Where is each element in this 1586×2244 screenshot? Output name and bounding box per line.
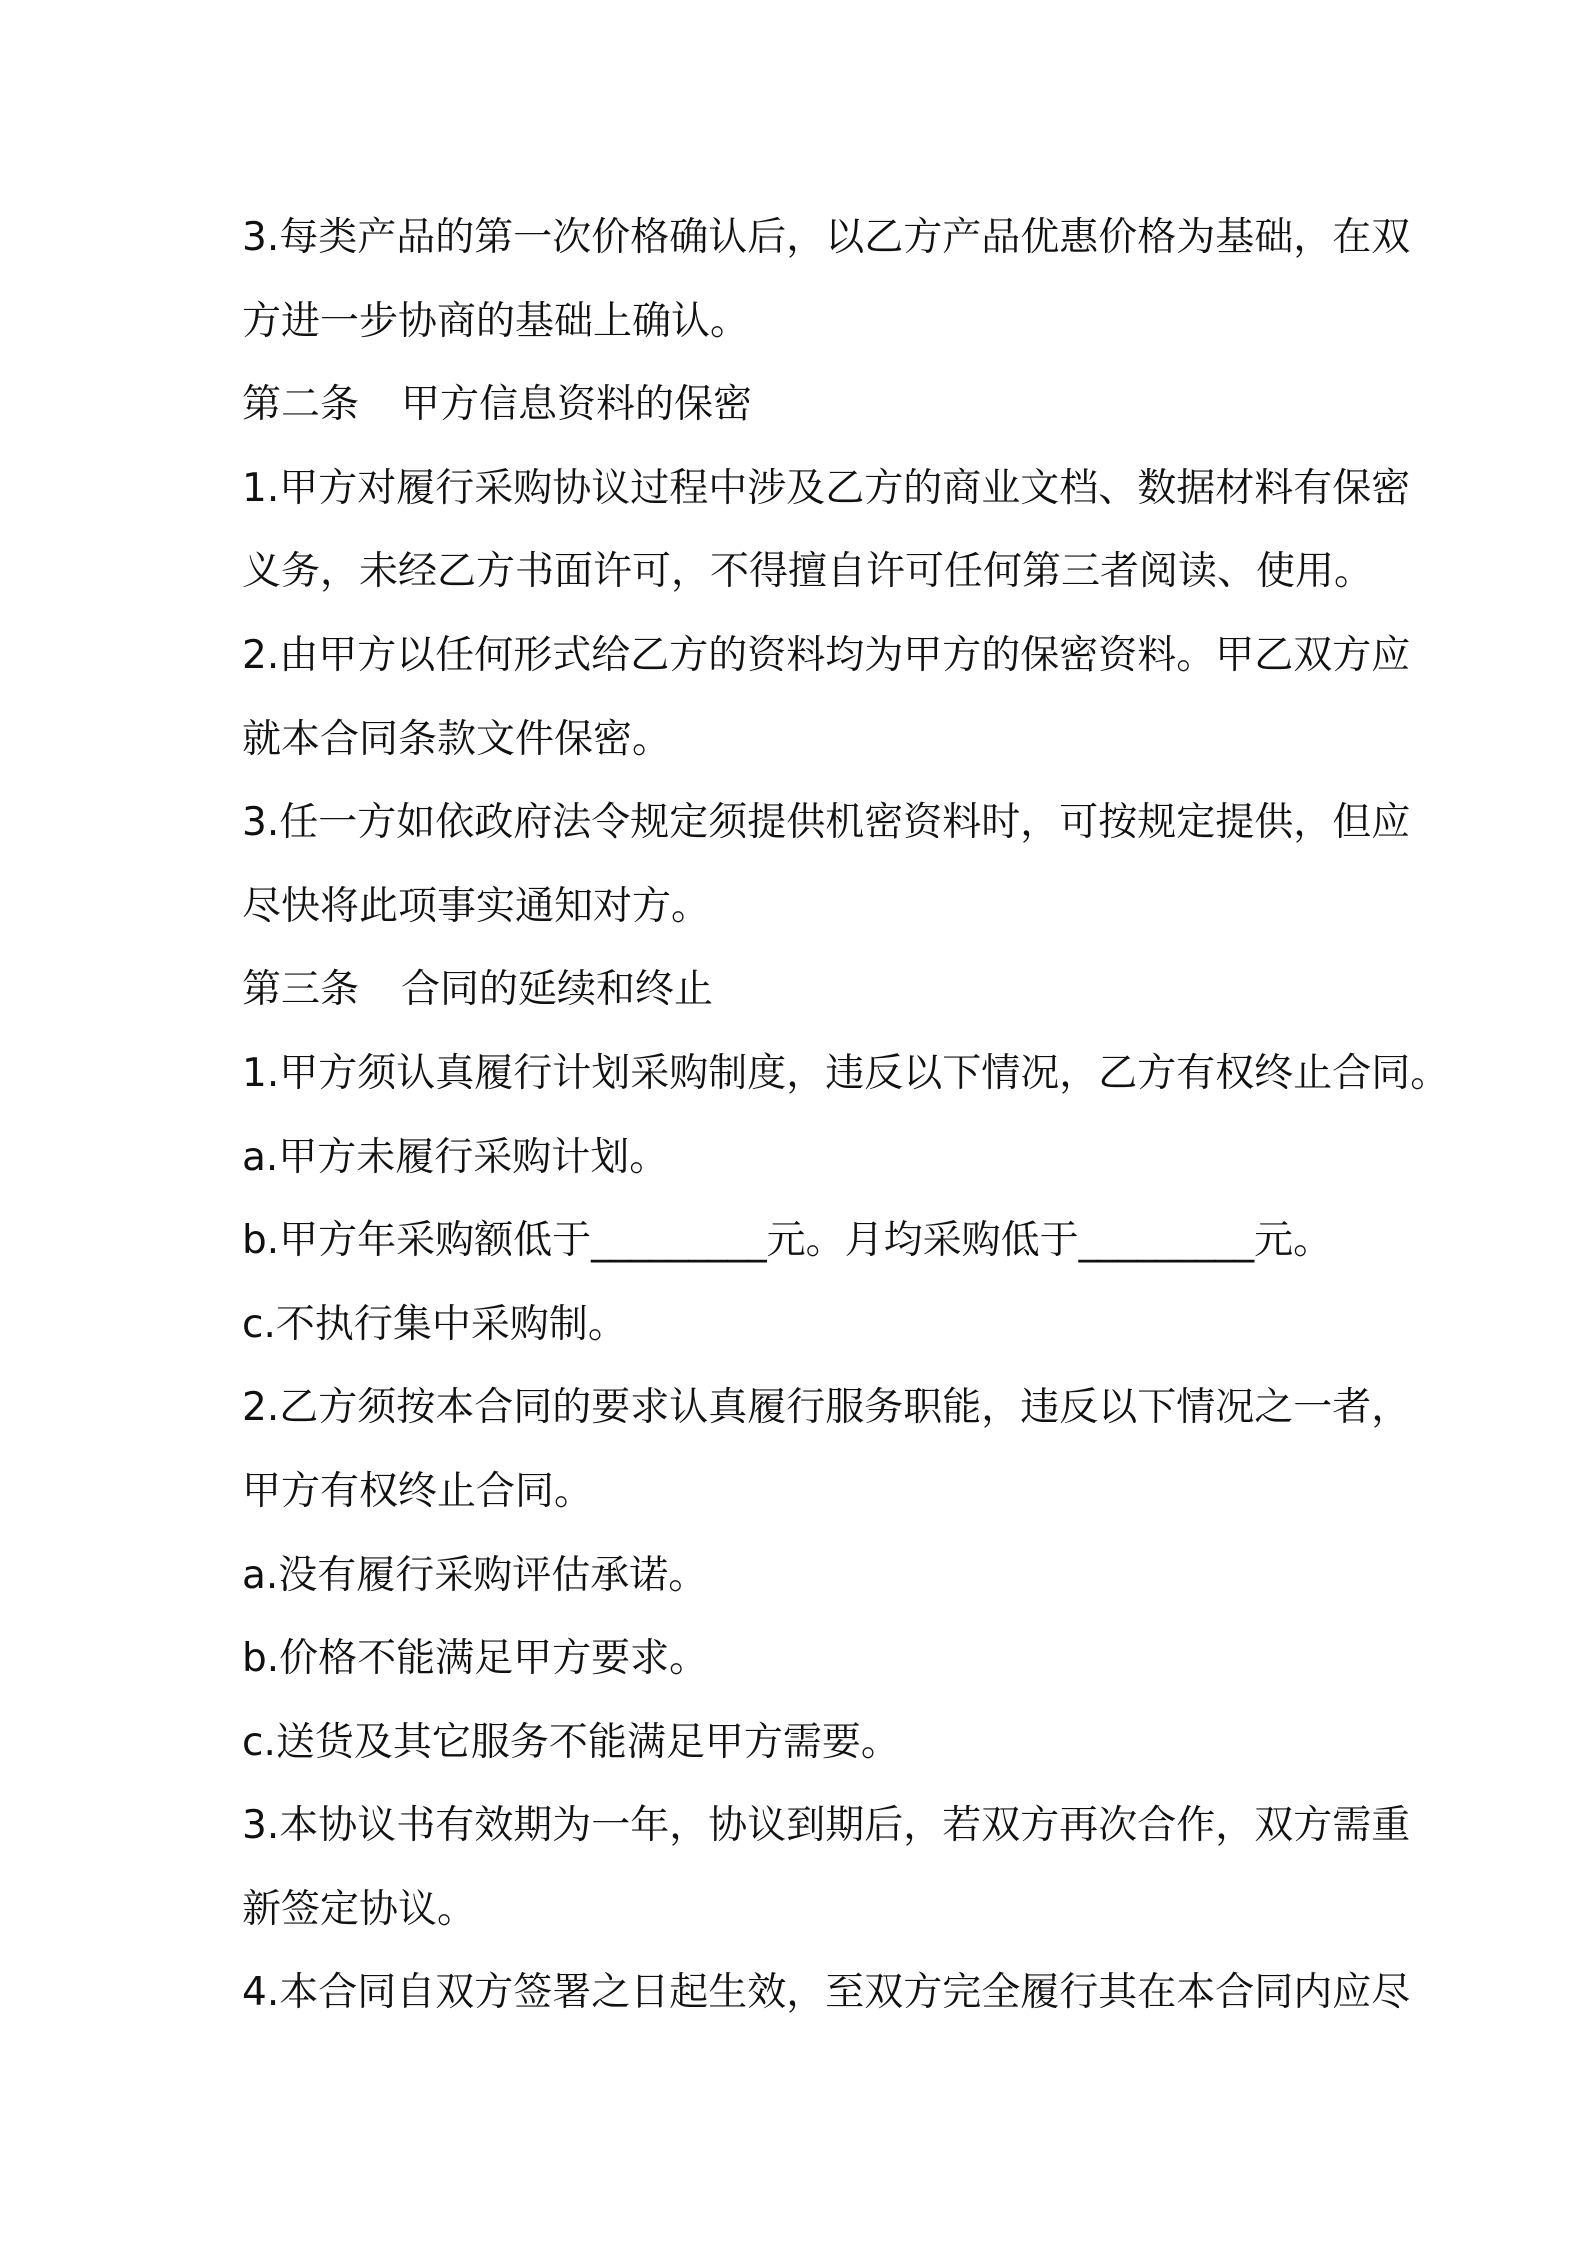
paragraph-line: 尽快将此项事实通知对方。 (242, 883, 711, 929)
paragraph-line: 3.本协议书有效期为一年，协议到期后，若双方再次合作，双方需重 (242, 1803, 1411, 1849)
paragraph-line: 甲方有权终止合同。 (242, 1468, 594, 1514)
paragraph-line: 3.每类产品的第一次价格确认后，以乙方产品优惠价格为基础，在双 (242, 215, 1411, 260)
paragraph-line: 4.本合同自双方签署之日起生效，至双方完全履行其在本合同内应尽 (242, 1970, 1411, 2016)
paragraph-line: 方进一步协商的基础上确认。 (242, 298, 750, 344)
article-heading (242, 363, 1357, 447)
article-title: 甲方信息资料的保密 (401, 382, 753, 428)
paragraph-line: a.甲方未履行采购计划。 (242, 1134, 669, 1180)
article-title: 合同的延续和终止 (401, 967, 714, 1013)
paragraph-line: 新签定协议。 (242, 1886, 477, 1932)
paragraph-line: b.价格不能满足甲方要求。 (242, 1636, 709, 1682)
document-body (242, 196, 1450, 2035)
paragraph-line: 1.甲方须认真履行计划采购制度，违反以下情况，乙方有权终止合同。 (242, 1050, 1450, 1096)
article-number: 第二条 (242, 382, 360, 428)
article-heading (242, 948, 1357, 1032)
paragraph-line: 3.任一方如依政府法令规定须提供机密资料时，可按规定提供，但应 (242, 800, 1411, 846)
paragraph-line: c.不执行集中采购制。 (242, 1301, 627, 1347)
paragraph-line: 义务，未经乙方书面许可，不得擅自许可任何第三者阅读、使用。 (242, 549, 1374, 595)
article-number: 第三条 (242, 967, 360, 1013)
paragraph-line: c.送货及其它服务不能满足甲方需要。 (242, 1719, 900, 1765)
paragraph-line: 2.由甲方以任何形式给乙方的资料均为甲方的保密资料。甲乙双方应 (242, 632, 1411, 678)
paragraph-line: b.甲方年采购额低于_________元。月均采购低于_________元。 (242, 1218, 1333, 1264)
paragraph-line: a.没有履行采购评估承诺。 (242, 1552, 708, 1598)
paragraph-line: 2.乙方须按本合同的要求认真履行服务职能，违反以下情况之一者， (242, 1385, 1411, 1431)
paragraph-line: 1.甲方对履行采购协议过程中涉及乙方的商业文档、数据材料有保密 (242, 465, 1411, 511)
paragraph-line: 就本合同条款文件保密。 (242, 716, 672, 762)
